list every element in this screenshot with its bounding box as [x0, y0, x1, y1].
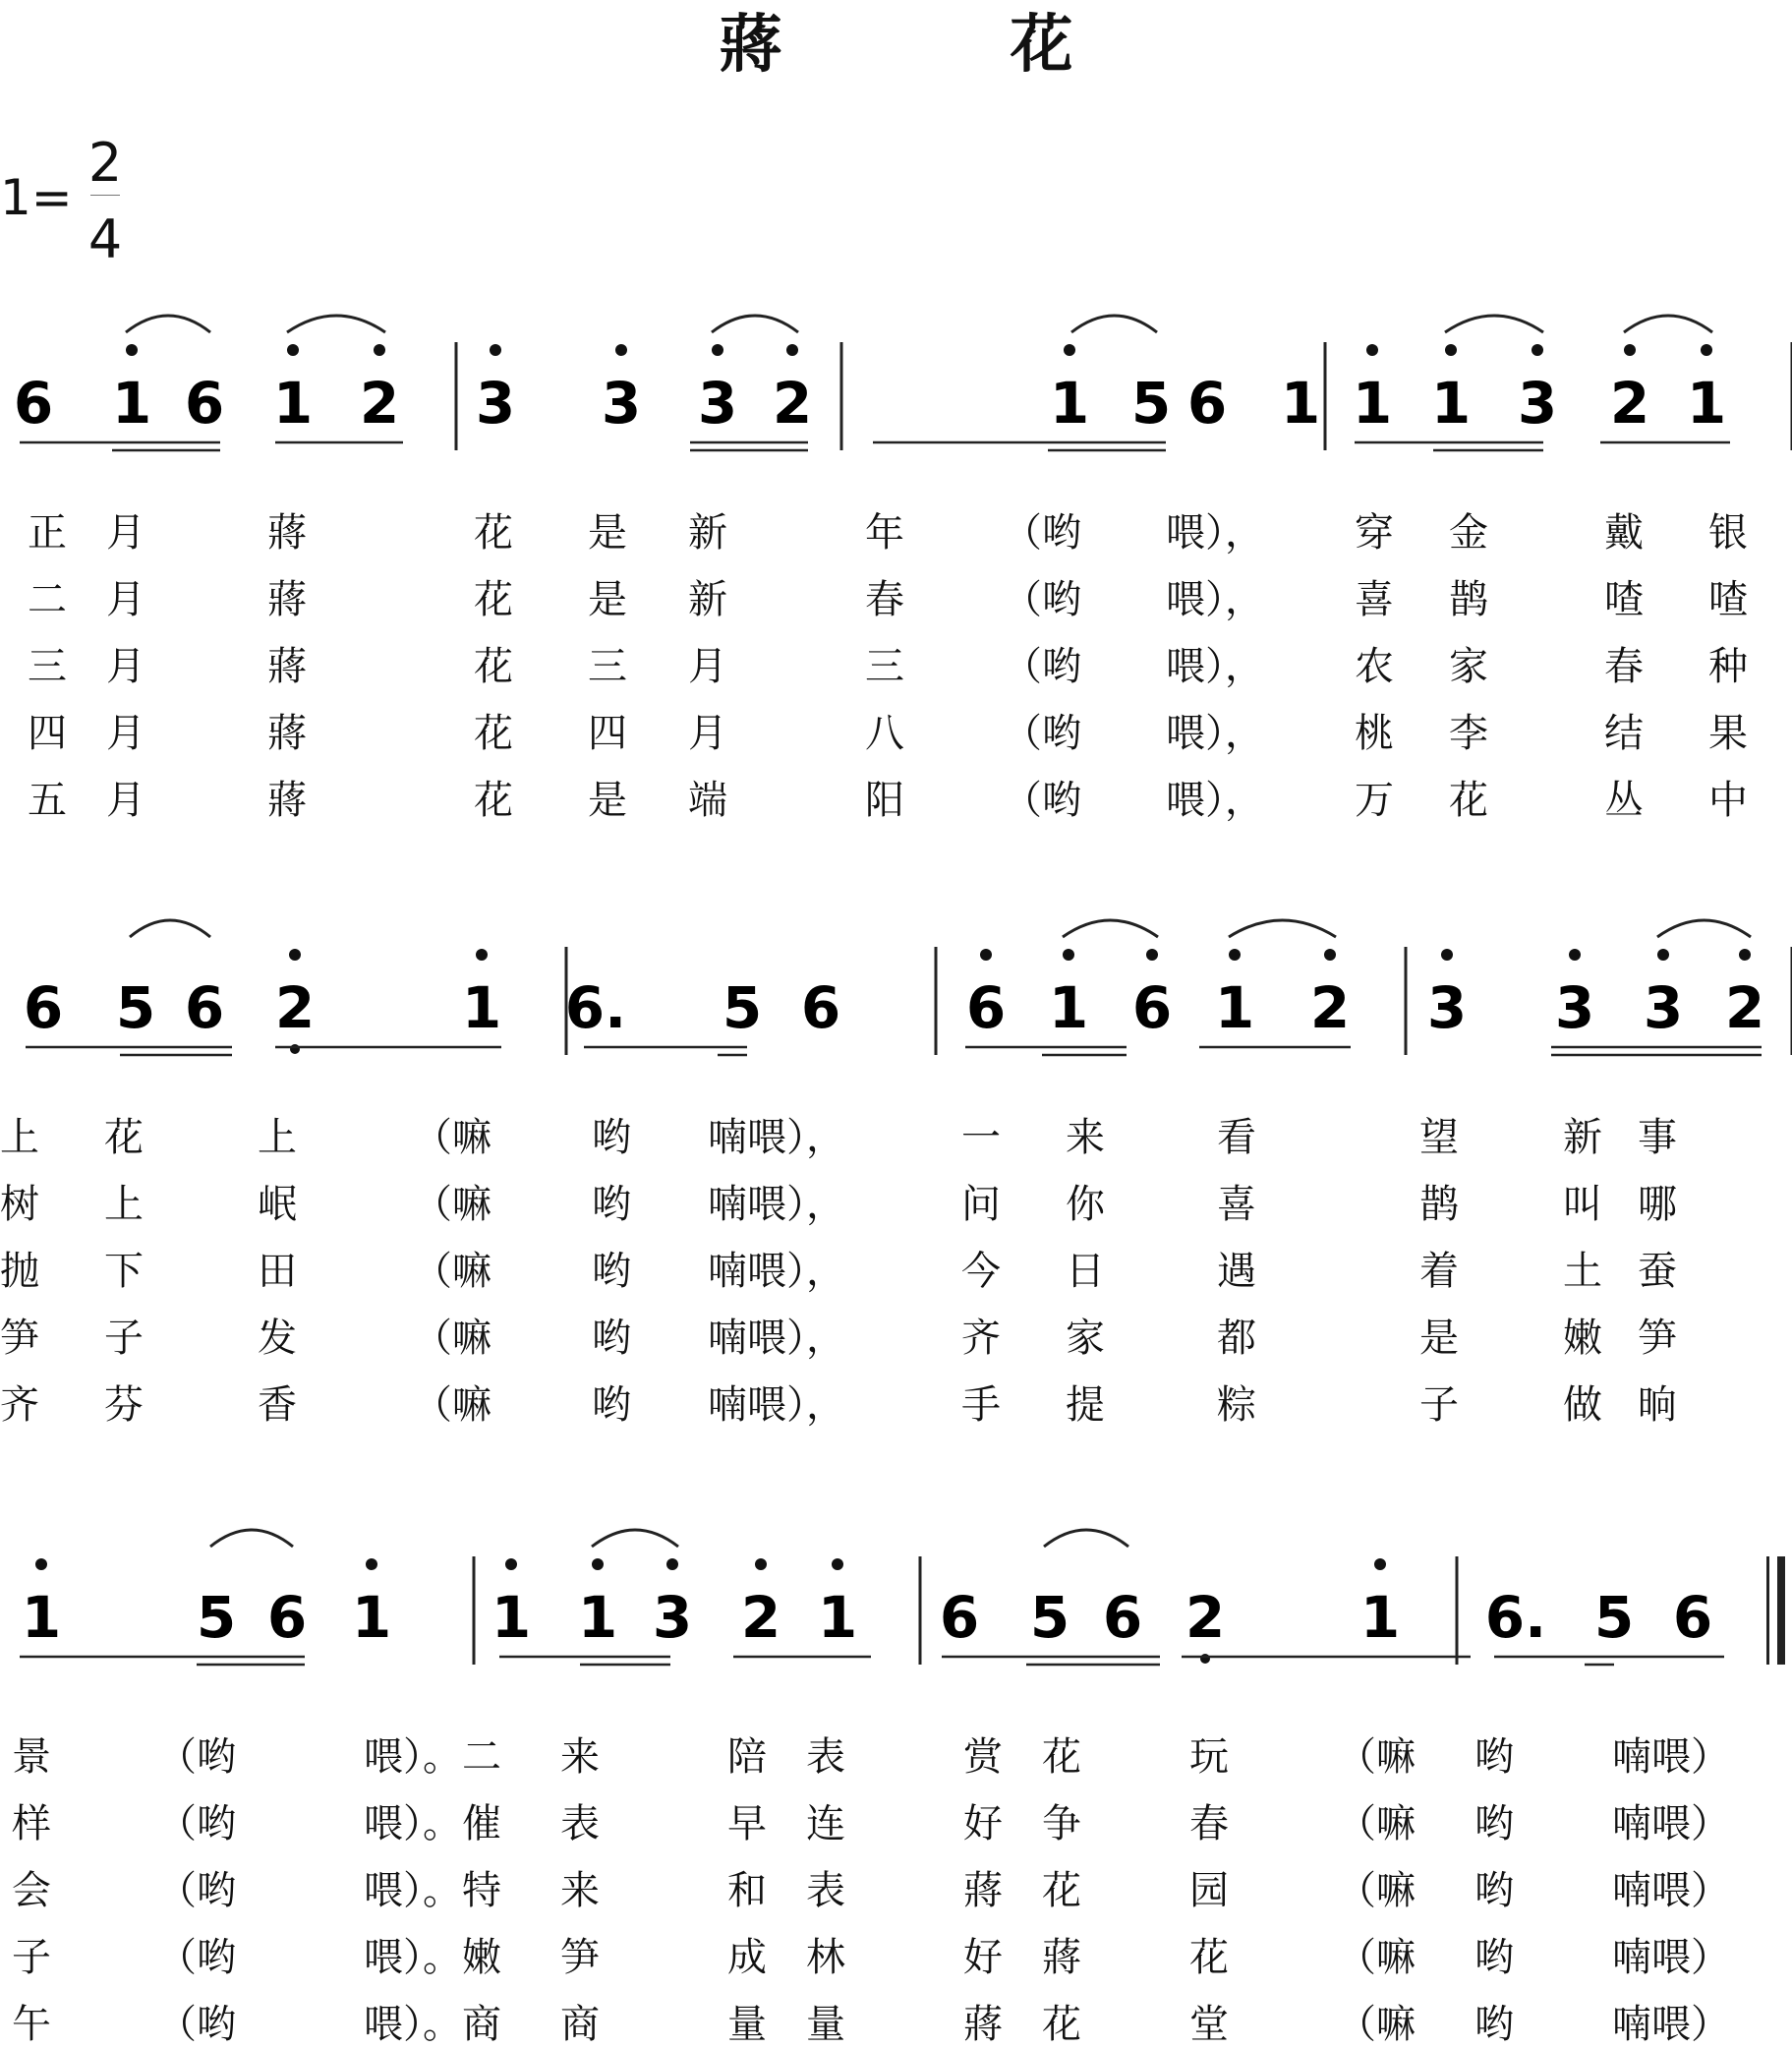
note: 6 — [1673, 1584, 1712, 1651]
lyric-syllable: 齐 — [961, 1307, 1001, 1363]
lyric-syllable: 景 — [12, 1726, 51, 1782]
note: 1 — [1050, 370, 1089, 437]
note: 6 — [267, 1584, 307, 1651]
lyric-syllable: 土 — [1563, 1240, 1602, 1296]
slur — [1445, 316, 1543, 332]
note: 5 — [1594, 1584, 1634, 1651]
octave-dot-high — [755, 1558, 767, 1570]
lyric-syllable: 阳 — [865, 769, 904, 825]
lyric-syllable: 月 — [688, 702, 727, 758]
octave-dot-high — [476, 949, 488, 961]
lyric-syllable: 看 — [1217, 1106, 1256, 1162]
lyric-syllable: 喃喂）， — [708, 1106, 845, 1162]
lyric-syllable: 花 — [1042, 1859, 1081, 1915]
note: 2 — [1185, 1584, 1225, 1651]
lyric-syllable: 芬 — [104, 1374, 144, 1430]
final-barline-thick — [1777, 1556, 1785, 1665]
octave-dot-high — [712, 344, 723, 356]
lyric-syllable: 喂）。嫩 — [364, 1926, 501, 1982]
note: 1 — [491, 1584, 531, 1651]
lyric-syllable: 家 — [1449, 635, 1488, 691]
lyric-syllable: 五 — [28, 769, 67, 825]
lyric-syllable: 八 — [865, 702, 904, 758]
lyric-syllable: 蔣 — [267, 568, 307, 624]
lyric-syllable: 喂）。商 — [364, 1993, 501, 2049]
lyric-syllable: 新 — [1563, 1106, 1602, 1162]
lyric-syllable: 月 — [106, 501, 145, 557]
octave-dot-high — [1441, 949, 1453, 961]
lyric-syllable: 喳 — [1708, 568, 1748, 624]
lyric-syllable: （哟 — [1003, 501, 1081, 557]
octave-dot-high — [1657, 949, 1669, 961]
lyric-syllable: 手 — [961, 1374, 1001, 1430]
octave-dot-high — [1063, 949, 1074, 961]
lyric-syllable: 岷 — [258, 1173, 297, 1229]
lyric-syllable: 喃喂）， — [708, 1173, 845, 1229]
octave-dot-high — [1445, 344, 1457, 356]
lyric-syllable: 表 — [806, 1726, 845, 1782]
lyric-syllable: （嘛 — [413, 1173, 491, 1229]
time-signature-beats: 2 — [85, 132, 126, 194]
octave-dot-high — [287, 344, 299, 356]
lyric-syllable: 花 — [474, 702, 513, 758]
lyric-syllable: 种 — [1708, 635, 1748, 691]
lyric-syllable: 喂）， — [1166, 769, 1264, 825]
lyric-syllable: 哟 — [1474, 1993, 1514, 2049]
octave-dot-high — [1146, 949, 1158, 961]
lyric-syllable: 哟 — [592, 1173, 631, 1229]
lyric-syllable: 叫 — [1563, 1173, 1602, 1229]
lyric-syllable: 陪 — [727, 1726, 767, 1782]
lyric-syllable: 端 — [688, 769, 727, 825]
lyric-syllable: 三 — [588, 635, 627, 691]
note: 2 — [1610, 370, 1649, 437]
note: 5 — [1030, 1584, 1069, 1651]
lyric-syllable: 林 — [806, 1926, 845, 1982]
lyric-syllable: 量 — [727, 1993, 767, 2049]
lyric-syllable: 你 — [1066, 1173, 1105, 1229]
lyric-syllable: （哟 — [1003, 769, 1081, 825]
note: 6 — [940, 1584, 979, 1651]
lyric-syllable: （嘛 — [413, 1106, 491, 1162]
lyric-syllable: 月 — [106, 702, 145, 758]
note: 3 — [653, 1584, 692, 1651]
lyric-syllable: 喃喂）， — [708, 1240, 845, 1296]
lyric-syllable: 月 — [106, 635, 145, 691]
slur — [130, 920, 210, 937]
lyric-syllable: 午 — [12, 1993, 51, 2049]
octave-dot-low — [1200, 1654, 1210, 1664]
lyric-syllable: 新 — [688, 568, 727, 624]
lyric-syllable: 花 — [474, 501, 513, 557]
lyric-syllable: 年 — [865, 501, 904, 557]
lyric-syllable: 花 — [104, 1106, 144, 1162]
lyric-syllable: 上 — [258, 1106, 297, 1162]
lyric-syllable: 桃 — [1355, 702, 1394, 758]
lyric-syllable: 四 — [28, 702, 67, 758]
note: 5 — [197, 1584, 236, 1651]
lyric-syllable: 提 — [1066, 1374, 1105, 1430]
lyric-syllable: 表 — [806, 1859, 845, 1915]
octave-dot-high — [832, 1558, 843, 1570]
lyric-syllable: 喳 — [1604, 568, 1644, 624]
lyric-syllable: 蔣 — [963, 1859, 1003, 1915]
note: 6 — [966, 974, 1006, 1041]
octave-dot-high — [126, 344, 138, 356]
lyric-syllable: 喃喂） — [1612, 1726, 1730, 1782]
lyric-syllable: 农 — [1355, 635, 1394, 691]
octave-dot-high — [1064, 344, 1075, 356]
lyric-syllable: 蔣 — [1042, 1926, 1081, 1982]
octave-dot-high — [374, 344, 385, 356]
note: 6 — [1187, 370, 1227, 437]
note: 1 — [352, 1584, 391, 1651]
octave-dot-high — [980, 949, 992, 961]
slur — [1657, 920, 1751, 937]
barline — [455, 342, 458, 450]
note: 5 — [1131, 370, 1171, 437]
lyric-syllable: 事 — [1638, 1106, 1677, 1162]
lyric-syllable: 遇 — [1217, 1240, 1256, 1296]
note: 3 — [602, 370, 641, 437]
lyric-syllable: 是 — [588, 769, 627, 825]
lyric-syllable: 笋 — [1638, 1307, 1677, 1363]
note: 6 — [14, 370, 53, 437]
slur — [1071, 316, 1157, 332]
note: 5 — [116, 974, 155, 1041]
note: 1 — [1687, 370, 1726, 437]
lyric-syllable: 喜 — [1217, 1173, 1256, 1229]
lyric-syllable: 树 — [0, 1173, 39, 1229]
lyric-syllable: 四 — [588, 702, 627, 758]
note: 1 — [1281, 370, 1320, 437]
lyric-syllable: 上 — [104, 1173, 144, 1229]
lyric-syllable: （嘛 — [413, 1307, 491, 1363]
octave-dot-high — [490, 344, 501, 356]
lyric-syllable: 哟 — [1474, 1926, 1514, 1982]
lyric-syllable: 喜 — [1355, 568, 1394, 624]
lyric-syllable: 发 — [258, 1307, 297, 1363]
lyric-syllable: 穿 — [1355, 501, 1394, 557]
lyric-syllable: 中 — [1708, 769, 1748, 825]
lyric-syllable: 二 — [28, 568, 67, 624]
lyric-syllable: 哟 — [592, 1106, 631, 1162]
note: 3 — [698, 370, 737, 437]
lyric-syllable: 正 — [28, 501, 67, 557]
lyric-syllable: 哟 — [592, 1307, 631, 1363]
lyric-syllable: 蔣 — [267, 501, 307, 557]
note: 1 — [1360, 1584, 1400, 1651]
octave-dot-high — [592, 1558, 604, 1570]
lyric-syllable: （哟 — [1003, 568, 1081, 624]
lyric-syllable: 三 — [28, 635, 67, 691]
note: 5 — [723, 974, 762, 1041]
lyric-syllable: 一 — [961, 1106, 1001, 1162]
lyric-syllable: 新 — [688, 501, 727, 557]
octave-dot-high — [1366, 344, 1378, 356]
note: 2 — [1725, 974, 1764, 1041]
note: 3 — [1427, 974, 1467, 1041]
lyric-syllable: 花 — [1189, 1926, 1229, 1982]
lyric-syllable: 来 — [560, 1859, 600, 1915]
lyric-syllable: 好 — [963, 1792, 1003, 1848]
lyric-syllable: （哟 — [157, 1993, 236, 2049]
lyric-syllable: 喃喂） — [1612, 1792, 1730, 1848]
barline — [1456, 1556, 1459, 1665]
lyric-syllable: 丛 — [1604, 769, 1644, 825]
lyric-syllable: 来 — [1066, 1106, 1105, 1162]
lyric-syllable: 月 — [106, 769, 145, 825]
lyric-syllable: 李 — [1449, 702, 1488, 758]
note: 2 — [360, 370, 399, 437]
lyric-syllable: 银 — [1708, 501, 1748, 557]
note: 1 — [462, 974, 501, 1041]
lyric-syllable: 做 — [1563, 1374, 1602, 1430]
octave-dot-high — [666, 1558, 678, 1570]
lyric-syllable: （嘛 — [413, 1374, 491, 1430]
lyric-syllable: 好 — [963, 1926, 1003, 1982]
note: 1 — [818, 1584, 857, 1651]
lyric-syllable: 花 — [474, 769, 513, 825]
lyric-syllable: 喂）， — [1166, 568, 1264, 624]
note: 1 — [1049, 974, 1088, 1041]
note: 1 — [1431, 370, 1471, 437]
note: 6 — [185, 974, 224, 1041]
octave-dot-high — [1701, 344, 1712, 356]
octave-dot-high — [1229, 949, 1241, 961]
octave-dot-high — [366, 1558, 377, 1570]
lyric-syllable: 喃喂） — [1612, 1993, 1730, 2049]
lyric-syllable: 花 — [1042, 1993, 1081, 2049]
lyric-syllable: 玩 — [1189, 1726, 1229, 1782]
octave-dot-high — [1324, 949, 1336, 961]
octave-dot-high — [1624, 344, 1636, 356]
octave-dot-high — [289, 949, 301, 961]
lyric-syllable: 笋 — [0, 1307, 39, 1363]
lyric-syllable: 哪 — [1638, 1173, 1677, 1229]
note: 3 — [1644, 974, 1683, 1041]
lyric-syllable: 月 — [106, 568, 145, 624]
lyric-syllable: 万 — [1355, 769, 1394, 825]
lyric-syllable: 商 — [560, 1993, 600, 2049]
lyric-syllable: 哟 — [592, 1240, 631, 1296]
note: 6 — [185, 370, 224, 437]
note: 6 — [801, 974, 840, 1041]
lyric-syllable: 花 — [1449, 769, 1488, 825]
lyric-syllable: 是 — [588, 568, 627, 624]
song-title: 蔣 花 — [0, 0, 1792, 85]
lyric-syllable: 是 — [1419, 1307, 1459, 1363]
octave-dot-high — [1374, 1558, 1386, 1570]
lyric-syllable: 春 — [1189, 1792, 1229, 1848]
slur — [1624, 316, 1712, 332]
lyric-syllable: 堂 — [1189, 1993, 1229, 2049]
barline — [473, 1556, 476, 1665]
lyric-syllable: （嘛 — [413, 1240, 491, 1296]
lyric-syllable: 喃喂） — [1612, 1926, 1730, 1982]
lyric-syllable: 子 — [1419, 1374, 1459, 1430]
lyric-syllable: （哟 — [157, 1859, 236, 1915]
lyric-syllable: （哟 — [1003, 635, 1081, 691]
octave-dot-high — [615, 344, 627, 356]
lyric-syllable: 是 — [588, 501, 627, 557]
lyric-syllable: 田 — [258, 1240, 297, 1296]
lyric-syllable: 样 — [12, 1792, 51, 1848]
lyric-syllable: 蔣 — [267, 769, 307, 825]
lyric-syllable: 喃喂）， — [708, 1374, 845, 1430]
lyric-syllable: 哟 — [592, 1374, 631, 1430]
octave-dot-high — [1532, 344, 1543, 356]
octave-dot-high — [1569, 949, 1581, 961]
lyric-syllable: 月 — [688, 635, 727, 691]
lyric-syllable: 喂）， — [1166, 501, 1264, 557]
lyric-syllable: 量 — [806, 1993, 845, 2049]
lyric-syllable: 家 — [1066, 1307, 1105, 1363]
lyric-syllable: 春 — [865, 568, 904, 624]
lyric-syllable: 下 — [104, 1240, 144, 1296]
barline — [1324, 342, 1327, 450]
lyric-syllable: 喂）。二 — [364, 1726, 501, 1782]
lyric-syllable: 喃喂）， — [708, 1307, 845, 1363]
time-signature-unit: 4 — [85, 208, 126, 270]
lyric-syllable: 鹊 — [1419, 1173, 1459, 1229]
lyric-syllable: 喂）， — [1166, 635, 1264, 691]
lyric-syllable: 都 — [1217, 1307, 1256, 1363]
note: 1 — [1215, 974, 1254, 1041]
octave-dot-high — [786, 344, 798, 356]
note: 6 — [1132, 974, 1172, 1041]
lyric-syllable: 蔣 — [963, 1993, 1003, 2049]
lyric-syllable: 连 — [806, 1792, 845, 1848]
note: 2 — [773, 370, 812, 437]
lyric-syllable: （哟 — [157, 1926, 236, 1982]
lyric-syllable: 问 — [961, 1173, 1001, 1229]
slur — [126, 316, 210, 332]
lyric-syllable: 三 — [865, 635, 904, 691]
lyric-syllable: 金 — [1449, 501, 1488, 557]
final-barline-thin — [1766, 1556, 1769, 1665]
lyric-syllable: （嘛 — [1337, 1792, 1416, 1848]
slur — [592, 1530, 678, 1547]
lyric-syllable: 和 — [727, 1859, 767, 1915]
lyric-syllable: 蔣 — [267, 702, 307, 758]
lyric-syllable: 果 — [1708, 702, 1748, 758]
key-signature: 1= — [0, 169, 73, 226]
lyric-syllable: 香 — [258, 1374, 297, 1430]
lyric-syllable: 鹊 — [1449, 568, 1488, 624]
lyric-syllable: （哟 — [157, 1726, 236, 1782]
lyric-syllable: 抛 — [0, 1240, 39, 1296]
note: 3 — [1555, 974, 1594, 1041]
lyric-syllable: （哟 — [157, 1792, 236, 1848]
lyric-syllable: 成 — [727, 1926, 767, 1982]
lyric-syllable: （嘛 — [1337, 1726, 1416, 1782]
lyric-syllable: 花 — [474, 568, 513, 624]
lyric-syllable: 戴 — [1604, 501, 1644, 557]
lyric-syllable: 园 — [1189, 1859, 1229, 1915]
note: 1 — [1353, 370, 1392, 437]
lyric-syllable: 嫩 — [1563, 1307, 1602, 1363]
slur — [1229, 920, 1336, 937]
lyric-syllable: 花 — [474, 635, 513, 691]
slur — [287, 316, 385, 332]
lyric-syllable: 喂）， — [1166, 702, 1264, 758]
lyric-syllable: 上 — [0, 1106, 39, 1162]
barline — [935, 947, 938, 1055]
note: 6. — [1485, 1584, 1546, 1651]
barline — [840, 342, 843, 450]
lyric-syllable: 结 — [1604, 702, 1644, 758]
note: 1 — [578, 1584, 617, 1651]
lyric-syllable: 笋 — [560, 1926, 600, 1982]
lyric-syllable: （嘛 — [1337, 1859, 1416, 1915]
octave-dot-low — [290, 1044, 300, 1054]
barline — [919, 1556, 922, 1665]
lyric-syllable: 会 — [12, 1859, 51, 1915]
octave-dot-high — [35, 1558, 47, 1570]
octave-dot-high — [505, 1558, 517, 1570]
octave-dot-high — [1739, 949, 1751, 961]
lyric-syllable: 晌 — [1638, 1374, 1677, 1430]
lyric-syllable: 花 — [1042, 1726, 1081, 1782]
lyric-syllable: 哟 — [1474, 1792, 1514, 1848]
slur — [210, 1530, 293, 1547]
lyric-syllable: 子 — [104, 1307, 144, 1363]
lyric-syllable: 哟 — [1474, 1726, 1514, 1782]
lyric-syllable: 粽 — [1217, 1374, 1256, 1430]
lyric-syllable: 蔣 — [267, 635, 307, 691]
lyric-syllable: （嘛 — [1337, 1993, 1416, 2049]
slur — [1044, 1530, 1128, 1547]
lyric-syllable: 蚕 — [1638, 1240, 1677, 1296]
note: 3 — [1518, 370, 1557, 437]
lyric-syllable: 子 — [12, 1926, 51, 1982]
note: 2 — [741, 1584, 780, 1651]
lyric-syllable: 喂）。特 — [364, 1859, 501, 1915]
lyric-syllable: 喂）。催 — [364, 1792, 501, 1848]
lyric-syllable: 赏 — [963, 1726, 1003, 1782]
note: 1 — [22, 1584, 61, 1651]
lyric-syllable: 来 — [560, 1726, 600, 1782]
note: 6 — [1103, 1584, 1142, 1651]
lyric-syllable: 齐 — [0, 1374, 39, 1430]
lyric-syllable: 表 — [560, 1792, 600, 1848]
lyric-syllable: 争 — [1042, 1792, 1081, 1848]
lyric-syllable: 日 — [1066, 1240, 1105, 1296]
barline — [1405, 947, 1408, 1055]
lyric-syllable: 喃喂） — [1612, 1859, 1730, 1915]
note: 2 — [275, 974, 315, 1041]
note: 6 — [24, 974, 63, 1041]
slur — [712, 316, 798, 332]
lyric-syllable: 早 — [727, 1792, 767, 1848]
lyric-syllable: 望 — [1419, 1106, 1459, 1162]
note: 1 — [273, 370, 313, 437]
note: 1 — [112, 370, 151, 437]
note: 3 — [476, 370, 515, 437]
note: 6. — [565, 974, 626, 1041]
lyric-syllable: 着 — [1419, 1240, 1459, 1296]
lyric-syllable: 今 — [961, 1240, 1001, 1296]
note: 2 — [1310, 974, 1350, 1041]
slur — [1063, 920, 1158, 937]
lyric-syllable: 春 — [1604, 635, 1644, 691]
lyric-syllable: （嘛 — [1337, 1926, 1416, 1982]
lyric-syllable: （哟 — [1003, 702, 1081, 758]
lyric-syllable: 哟 — [1474, 1859, 1514, 1915]
